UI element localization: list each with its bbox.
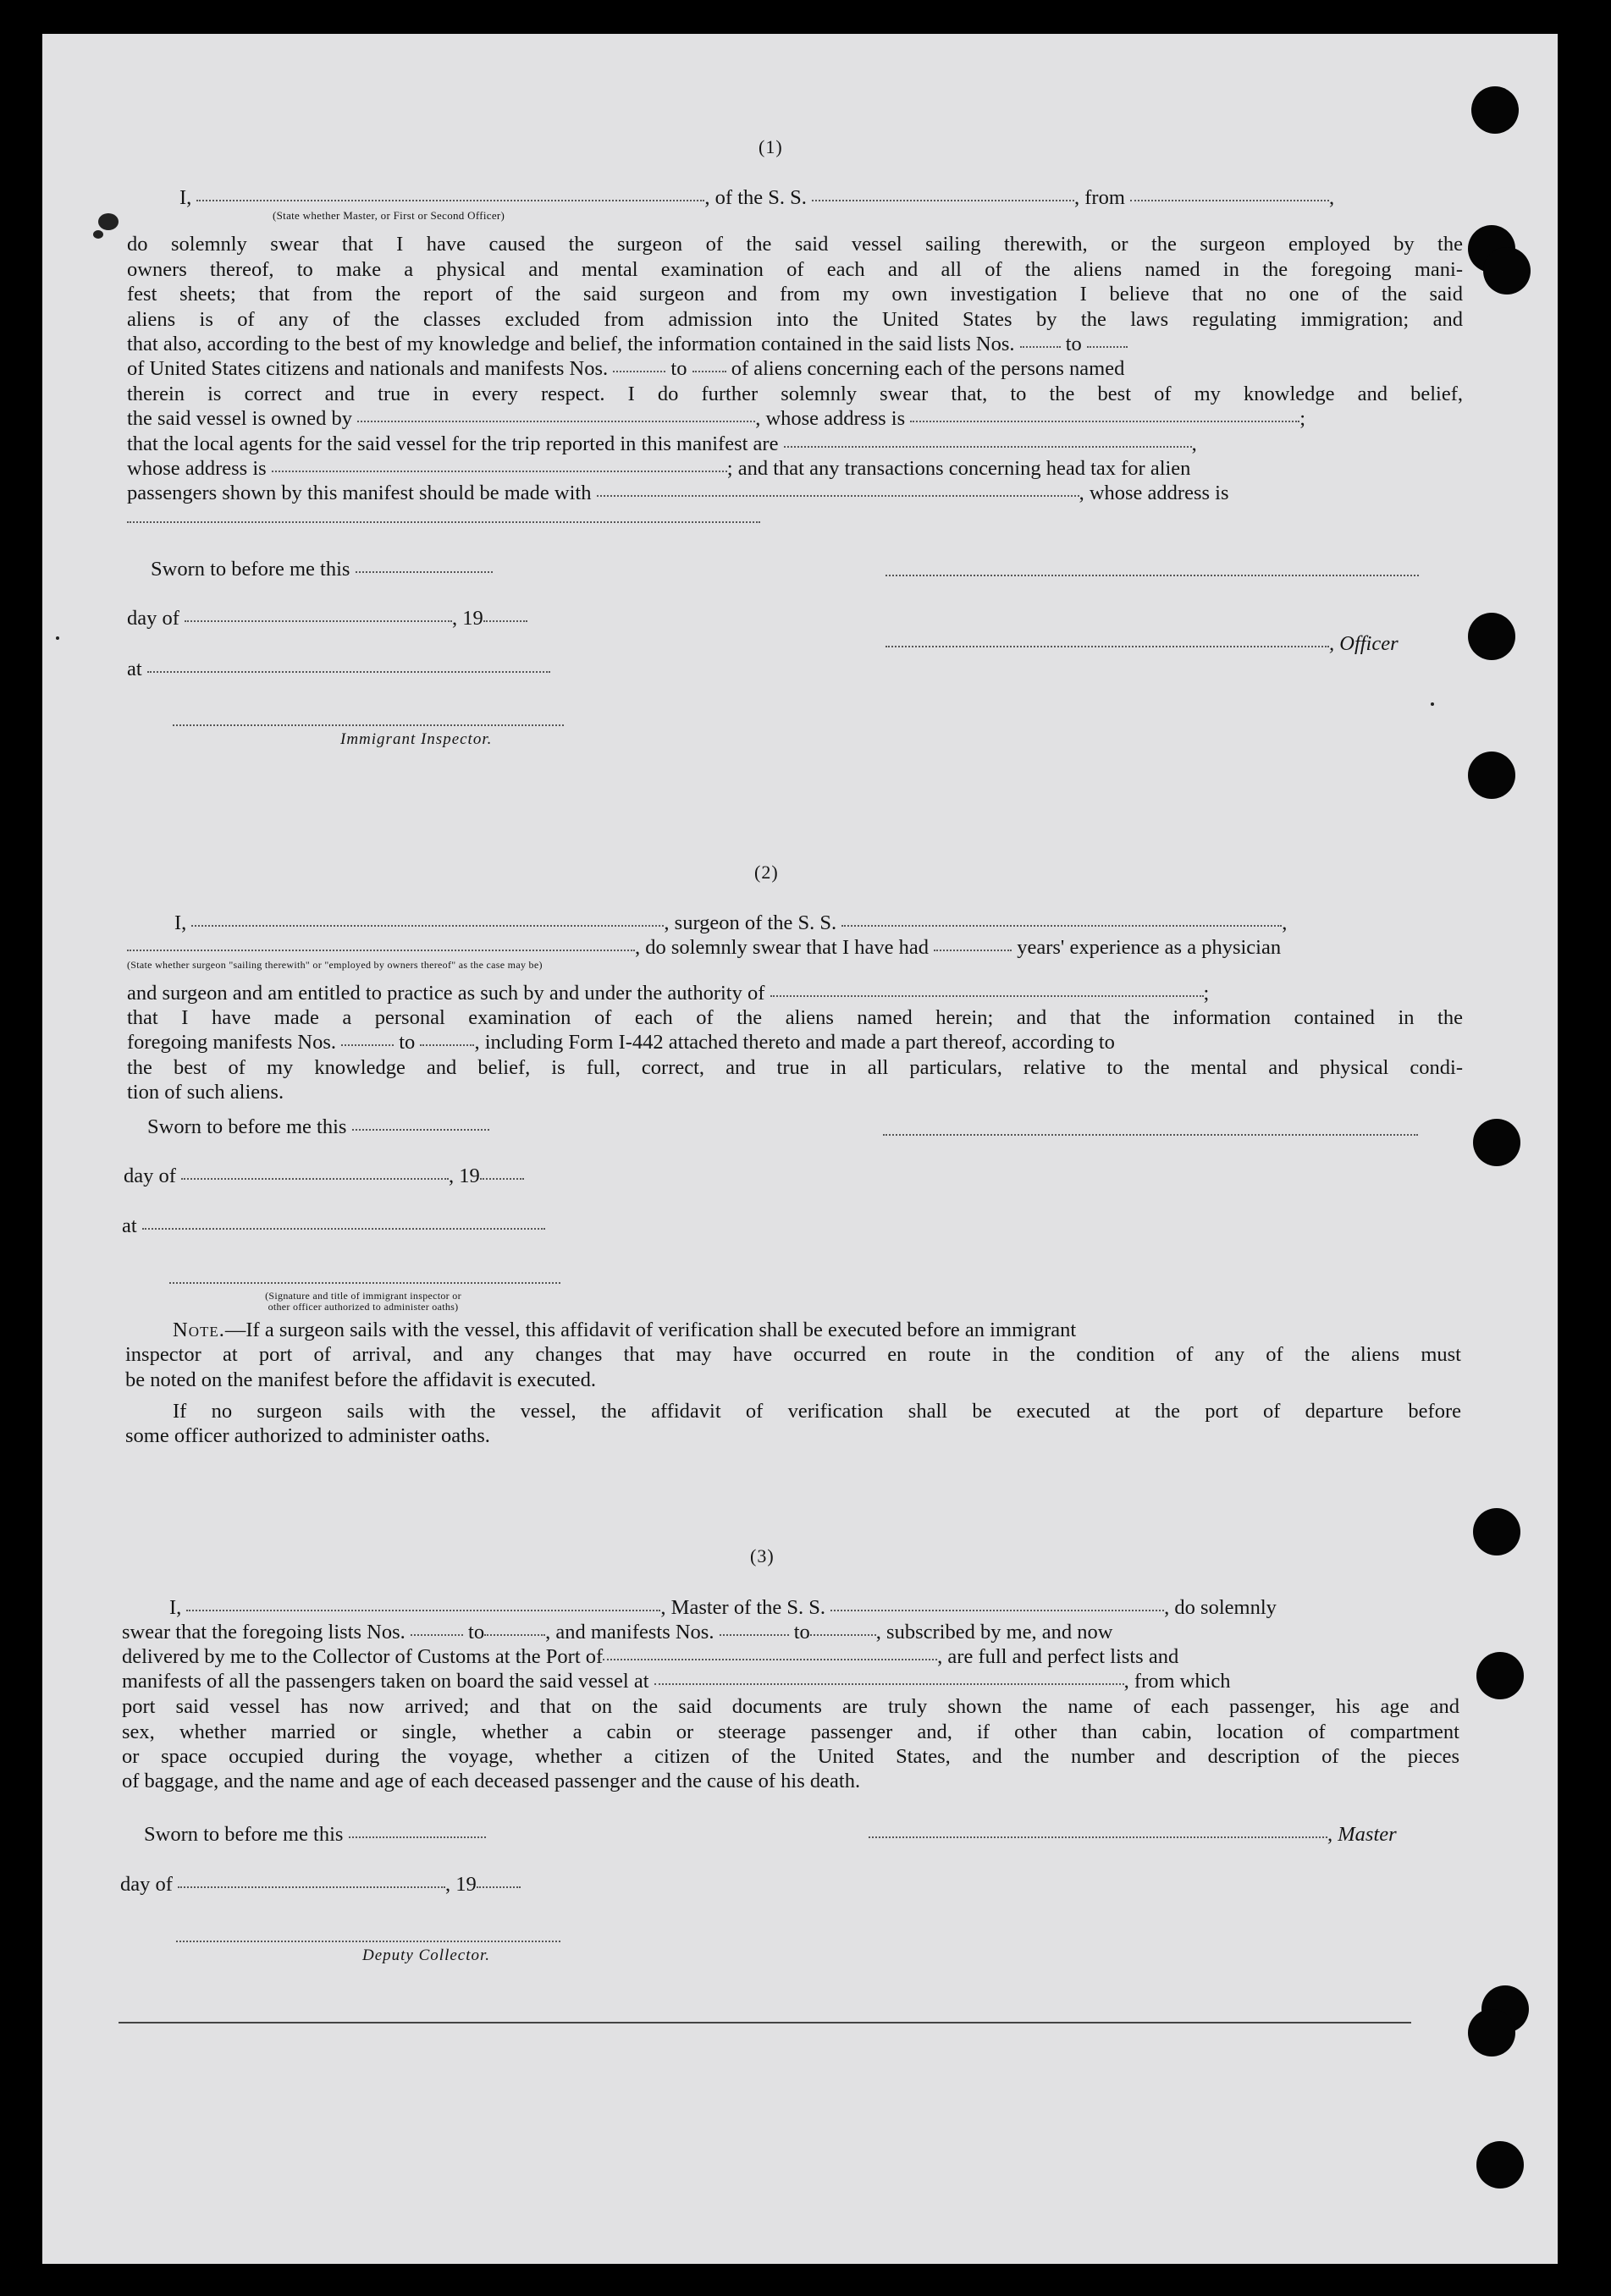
s3-line-2: swear that the foregoing lists Nos. to , and manifests Nos. to , subscribed by me, and now — [122, 1621, 1113, 1644]
s3-line-1: I, , Master of the S. S. , do solemnly — [169, 1596, 1277, 1619]
s2-line-2: , do solemnly swear that I have had years' experience as a physician — [127, 935, 1281, 961]
s3-line-3: delivered by me to the Collector of Customs at the Port of , are full and perfect lists and — [122, 1645, 1179, 1668]
s1-line-8: the said vessel is owned by , whose address is ; — [127, 407, 1306, 430]
s1-signature-line — [885, 575, 1419, 576]
s2-line-1: I, , surgeon of the S. S. , — [174, 911, 1288, 934]
s1-line-7: therein is correct and true in every respect. I do further solemnly swear that, to the best of my knowledge and belief, — [127, 383, 1463, 405]
s2-line-3: and surgeon and am entitled to practice as such by and under the authority of ; — [127, 982, 1210, 1005]
s1-line-5: that also, according to the best of my knowledge and belief, the information contained in the said lists Nos. to — [127, 332, 1128, 357]
note-line-4: If no surgeon sails with the vessel, the affidavit of verification shall be executed at the port of departure before — [173, 1400, 1461, 1423]
section-2-number: (2) — [754, 862, 779, 883]
s1-inspector-label: Immigrant Inspector. — [340, 730, 493, 748]
s1-sworn: Sworn to before me this — [151, 557, 493, 582]
s3-line-4: manifests of all the passengers taken on board the said vessel at , from which — [122, 1670, 1231, 1693]
punch-hole-icon — [1476, 2141, 1524, 2189]
note-line-2: inspector at port of arrival, and any changes that may have occurred en route in the condition of any of the aliens must — [125, 1343, 1461, 1366]
s3-last-line: of baggage, and the name and age of each deceased passenger and the cause of his death. — [122, 1770, 861, 1792]
s1-line-1: I, , of the S. S. , from , — [179, 186, 1335, 209]
s3-master-line: , Master — [869, 1822, 1397, 1847]
punch-hole-icon — [1473, 1508, 1520, 1555]
bottom-rule — [119, 2022, 1411, 2023]
punch-hole-icon — [1471, 86, 1519, 134]
s2-caption: (State whether surgeon "sailing therewith" or "employed by owners thereof" as the case may be) — [127, 959, 543, 971]
punch-hole-icon — [1468, 752, 1515, 799]
ink-blot — [93, 230, 103, 239]
ink-blot — [98, 213, 119, 230]
section-1-number: (1) — [759, 136, 783, 157]
s2-sig-caption: (Signature and title of immigrant inspector or other officer authorized to administer oaths) — [265, 1290, 461, 1313]
s3-collector-line — [176, 1941, 560, 1942]
punch-hole-icon — [1468, 613, 1515, 660]
s3-sworn: Sworn to before me this — [144, 1822, 486, 1847]
s1-line-10: whose address is ; and that any transactions concerning head tax for alien — [127, 457, 1191, 480]
punch-hole-icon — [1483, 247, 1531, 295]
punch-hole-icon — [1476, 1652, 1524, 1699]
s2-at: at — [122, 1214, 545, 1239]
s1-inspector-line — [173, 724, 564, 726]
s1-line-9: that the local agents for the said vessel for the trip reported in this manifest are , — [127, 432, 1197, 455]
ink-speck — [56, 636, 59, 640]
note-line-5: some officer authorized to administer oaths. — [125, 1424, 490, 1447]
note-line-3: be noted on the manifest before the affidavit is executed. — [125, 1368, 597, 1391]
s1-at: at — [127, 657, 550, 682]
s2-inspector-line — [169, 1282, 560, 1284]
s1-para: do solemnly swear that I have caused the surgeon of the said vessel sailing therewith, or the surgeon employed by the owners thereof, to make a physical and mental examination of each and all of the aliens named in the foregoing mani- fest sheets; that from the report of the said surgeon and from my own investigation I believe that no one of the said aliens is of any of the classes excluded from admission into the United States by the laws regulating immigration; and — [127, 233, 1463, 331]
s2-line-6: the best of my knowledge and belief, is full, correct, and true in all particulars, relative to the mental and physical condi- — [127, 1056, 1463, 1079]
punch-hole-icon — [1468, 2009, 1515, 2056]
s1-officer-line: , Officer — [885, 631, 1399, 657]
s2-day-of: day of , 19 — [124, 1164, 524, 1189]
s1-day-of: day of , 19 — [127, 606, 527, 631]
s3-para: port said vessel has now arrived; and that on the said documents are truly shown the name of each passenger, his age and sex, whether married or single, whether a cabin or steerage passenger and, if other than cabin, location of compartment or space occupied during the voyage, whether a citizen of the United States, and the number and description of the pieces — [122, 1695, 1459, 1768]
s3-day-of: day of , 19 — [120, 1872, 521, 1897]
punch-hole-icon — [1473, 1119, 1520, 1166]
s2-sworn: Sworn to before me this — [147, 1115, 489, 1140]
section-3-number: (3) — [750, 1545, 775, 1566]
form-page — [42, 34, 1558, 2264]
s1-caption: (State whether Master, or First or Second Officer) — [273, 209, 505, 222]
s2-line-4: that I have made a personal examination of each of the aliens named herein; and that the information contained in the — [127, 1006, 1463, 1029]
note-line-1: Note.—If a surgeon sails with the vessel, this affidavit of verification shall be executed before an immigrant — [173, 1319, 1077, 1341]
s2-line-7: tion of such aliens. — [127, 1081, 284, 1104]
ink-speck — [1431, 702, 1434, 706]
s1-address-line — [127, 521, 760, 523]
s3-collector-label: Deputy Collector. — [362, 1946, 491, 1964]
s2-signature-line — [883, 1134, 1418, 1136]
s2-line-5: foregoing manifests Nos. to , including Form I-442 attached thereto and made a part thereof, according to — [127, 1031, 1115, 1054]
s1-line-6: of United States citizens and nationals and manifests Nos. to of aliens concerning each of the persons named — [127, 357, 1125, 380]
s1-line-11: passengers shown by this manifest should be made with , whose address is — [127, 482, 1229, 504]
